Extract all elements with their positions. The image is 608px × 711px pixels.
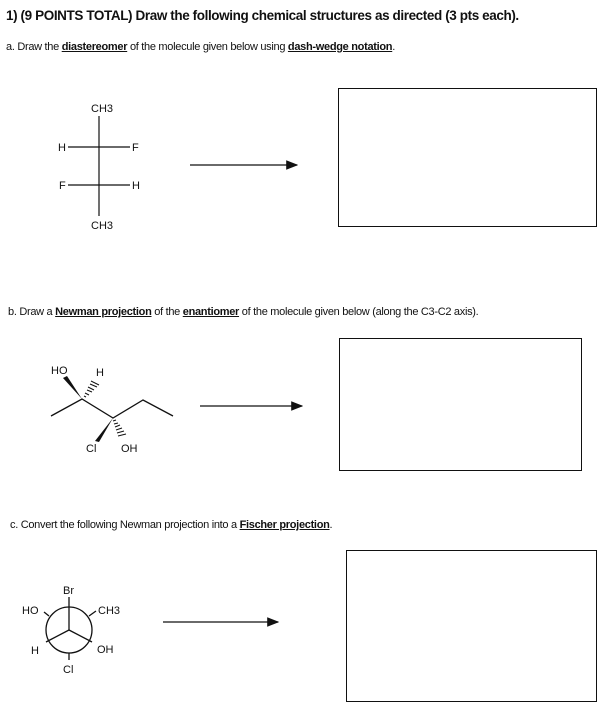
label-f: F xyxy=(132,142,139,154)
label-oh: OH xyxy=(121,443,138,455)
text: b. Draw a xyxy=(8,306,56,318)
label-ch3-bottom: CH3 xyxy=(91,220,114,232)
dash-bond xyxy=(84,381,99,397)
label-ho: HO xyxy=(51,365,68,377)
question-title: 1) (9 POINTS TOTAL) Draw the following chemical structures as directed (3 pts each). xyxy=(6,8,519,23)
text: . xyxy=(329,519,333,531)
text: a. Draw the xyxy=(6,41,62,53)
newman-projection-c xyxy=(44,597,96,660)
label-cl: Cl xyxy=(63,664,74,676)
term-dash-wedge: dash-wedge notation xyxy=(287,41,393,53)
label-br: Br xyxy=(63,585,74,597)
label-h: H xyxy=(58,142,66,154)
wedge-bond xyxy=(63,376,82,399)
text: of the xyxy=(151,306,183,318)
fischer-projection-a xyxy=(68,116,130,216)
text: c. Convert the following Newman projection into a xyxy=(10,519,240,531)
label-f: F xyxy=(59,180,66,192)
term-enantiomer: enantiomer xyxy=(182,306,240,318)
skeletal-structure-b xyxy=(51,399,173,418)
dash-bond xyxy=(113,420,126,436)
term-diastereomer: diastereomer xyxy=(61,41,128,53)
label-h: H xyxy=(132,180,140,192)
text: . xyxy=(392,41,395,53)
label-h: H xyxy=(96,367,104,379)
label-ho: HO xyxy=(22,605,39,617)
wedge-bond xyxy=(95,418,113,442)
term-newman: Newman projection xyxy=(55,306,152,318)
text: of the molecule given below using xyxy=(127,41,288,53)
text: of the molecule given below (along the C3-C2 axis). xyxy=(239,306,479,318)
label-ch3-top: CH3 xyxy=(91,103,114,115)
label-h: H xyxy=(31,645,39,657)
label-ch3: CH3 xyxy=(98,605,121,617)
label-cl: Cl xyxy=(86,443,97,455)
term-fischer: Fischer projection xyxy=(239,519,330,531)
label-oh: OH xyxy=(97,644,114,656)
